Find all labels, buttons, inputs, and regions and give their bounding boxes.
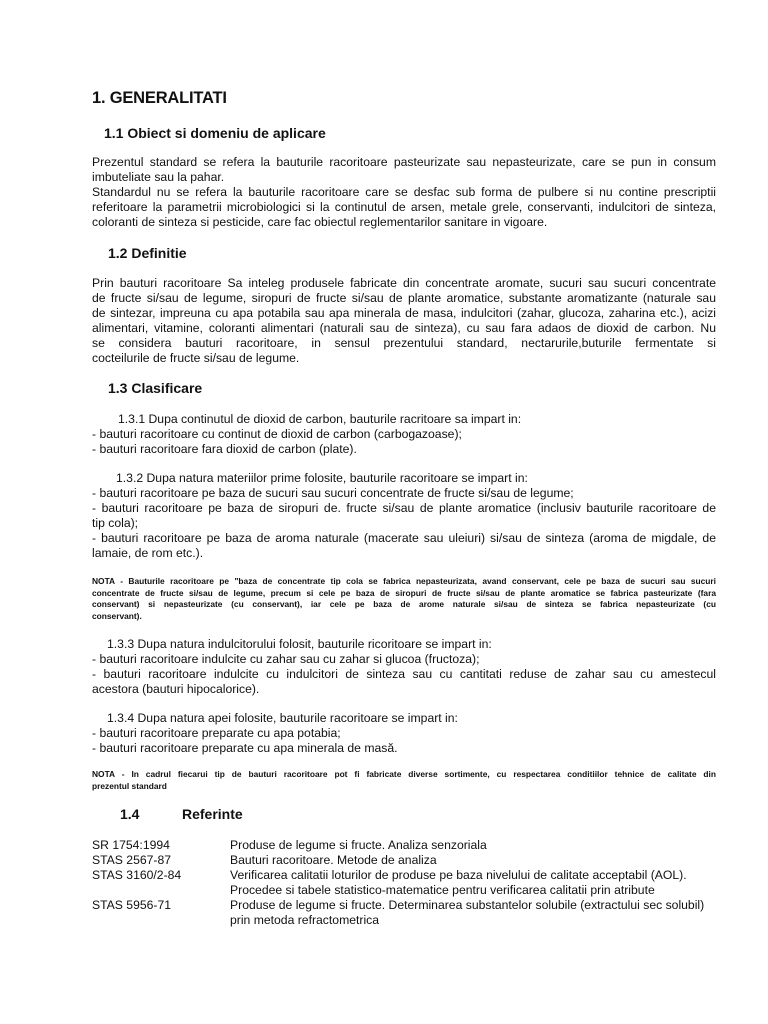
text-line: lamaie, de rom etc.). <box>92 546 204 560</box>
text-line: prezentul standard <box>92 780 167 791</box>
text-line: se considera bauturi racoritoare, in sensul prezentului standard, nectarurile,buturile fermentate si <box>92 336 716 350</box>
reference-description: Bauturi racoritoare. Metode de analiza <box>230 853 437 867</box>
reference-description: Produse de legume si fructe. Determinarea substantelor solubile (extractului sec solubil) <box>230 898 705 912</box>
paragraph-1-1 <box>92 155 716 230</box>
text-line: 1.3.1 Dupa continutul de dioxid de carbon, bauturile racritoare sa impart in: <box>118 412 522 426</box>
text-line: de fructe si/sau de legume, siropuri de fructe si/sau de plante aromatice, substante aromatizante (naturale sau <box>92 291 716 305</box>
text-line: de sintezar, impreuna cu apa potabila sau apa minerala de masa, indulcitori (zahar, glucoza, zaharina etc.), acizi <box>92 306 716 320</box>
text-line: imbuteliate sau la pahar. <box>92 170 225 184</box>
text-line: tip cola); <box>92 516 139 530</box>
text-line: conservant). <box>92 610 142 621</box>
text-line: - bauturi racoritoare pe baza de sucuri sau sucuri concentrate de fructe si/sau de legume; <box>92 486 574 500</box>
text-line: Prin bauturi racoritoare Sa inteleg produsele fabricate din concentrate aromate, sucuri sau sucuri concentrate <box>92 276 716 290</box>
reference-description: prin metoda refractometrica <box>230 912 380 927</box>
subsection-number-1-4: 1.4 <box>120 806 140 822</box>
text-line: Standardul nu se refera la bauturile racoritoare care se desfac sub forma de pulbere si nu contine prescriptii <box>92 185 716 199</box>
subsection-heading-1-4: Referinte <box>182 806 243 822</box>
text-line: alimentari, vitamine, coloranti alimentari (naturali sau de sinteza), cu sau fara adaos de dioxid de carbon. Nu <box>92 321 716 335</box>
text-line: - bauturi racoritoare preparate cu apa potabia; <box>92 726 341 740</box>
text-line: - bauturi racoritoare pe baza de siropuri de. fructe si/sau de plante aromatice (inclusiv bauturile racoritoare de <box>92 501 716 515</box>
note-1 <box>92 576 716 622</box>
reference-code: SR 1754:1994 <box>92 838 170 852</box>
text-line: 1.3.3 Dupa natura indulcitorului folosit, bauturile ricoritoare se impart in: <box>107 637 492 651</box>
reference-description: Procedee si tabele statistico-matematice pentru verificarea calitatii prin atribute <box>230 882 655 897</box>
paragraph-1-3-3 <box>92 637 716 697</box>
text-line: - bauturi racoritoare pe baza de aroma naturale (macerate sau uleiuri) si/sau de sinteza (aroma de migdale, de <box>92 531 716 545</box>
text-line: cocteilurile de fructe si/sau de legume. <box>92 351 300 365</box>
reference-code: STAS 5956-71 <box>92 898 172 912</box>
text-line: coloranti de sinteza si pesticide, care fac obiectul reglementarilor sanitare in vigoare. <box>92 215 548 229</box>
text-line: 1.3.4 Dupa natura apei folosite, bauturile racoritoare se impart in: <box>107 711 458 725</box>
text-line: - bauturi racoritoare cu continut de dioxid de carbon (carbogazoase); <box>92 427 462 441</box>
note-2 <box>92 769 716 792</box>
subsection-heading-1-3: 1.3 Clasificare <box>108 380 203 396</box>
paragraph-1-2 <box>92 276 716 366</box>
reference-description: Verificarea calitatii loturilor de produse pe baza nivelului de calitate acceptabil (AOL). <box>230 868 687 882</box>
text-line: acestora (bauturi hipocalorice). <box>92 682 260 696</box>
paragraph-1-3-2 <box>92 471 716 561</box>
reference-code: STAS 3160/2-84 <box>92 868 182 882</box>
text-line: - bauturi racoritoare indulcite cu zahar sau cu zahar si glucoa (fructoza); <box>92 652 480 666</box>
reference-description: Produse de legume si fructe. Analiza senzoriala <box>230 838 487 852</box>
text-line: Prezentul standard se refera la bauturile racoritoare pasteurizate sau nepasteurizate, care se pun in consum <box>92 155 716 169</box>
text-line: - bauturi racoritoare indulcite cu indulcitori de sinteza sau cu cantitati reduse de zahar sau cu amestecul <box>92 667 716 681</box>
section-heading: 1. GENERALITATI <box>92 89 227 107</box>
paragraph-1-3-4 <box>92 711 716 756</box>
text-line: - bauturi racoritoare preparate cu apa minerala de masă. <box>92 741 398 755</box>
text-line: concentrate de fructe si/sau de legume, precum si cele pe baza de siropuri de fructe si/sau de plante aromatice se fabrica pasteurizate (fara <box>92 587 716 598</box>
text-line: conservant) si nepasteurizate (cu conservant), iar cele pe baza de arome naturale si/sau de sinteza se fabrica nepasteurizate (cu <box>92 599 716 610</box>
text-line: 1.3.2 Dupa natura materiilor prime folosite, bauturile racoritoare se impart in: <box>116 471 528 485</box>
text-line: - bauturi racoritoare fara dioxid de carbon (plate). <box>92 442 357 456</box>
text-line: referitoare la parametrii microbiologici si la continutul de arsen, metale grele, conservanti, indulcitori de sinteza, <box>92 200 716 214</box>
text-line: NOTA - Bauturile racoritoare pe "baza de concentrate tip cola se fabrica nepasteurizata, avand conservant, cele pe baza de sucuri sau sucuri <box>92 576 716 586</box>
subsection-heading-1-2: 1.2 Definitie <box>108 245 187 261</box>
text-line: NOTA - In cadrul fiecarui tip de bauturi racoritoare pot fi fabricate diverse sortimente, cu respectarea conditiilor tehnice de calitate din <box>92 769 716 779</box>
subsection-heading-1-1: 1.1 Obiect si domeniu de aplicare <box>104 125 326 141</box>
paragraph-1-3-1 <box>92 412 716 457</box>
reference-code: STAS 2567-87 <box>92 853 172 867</box>
